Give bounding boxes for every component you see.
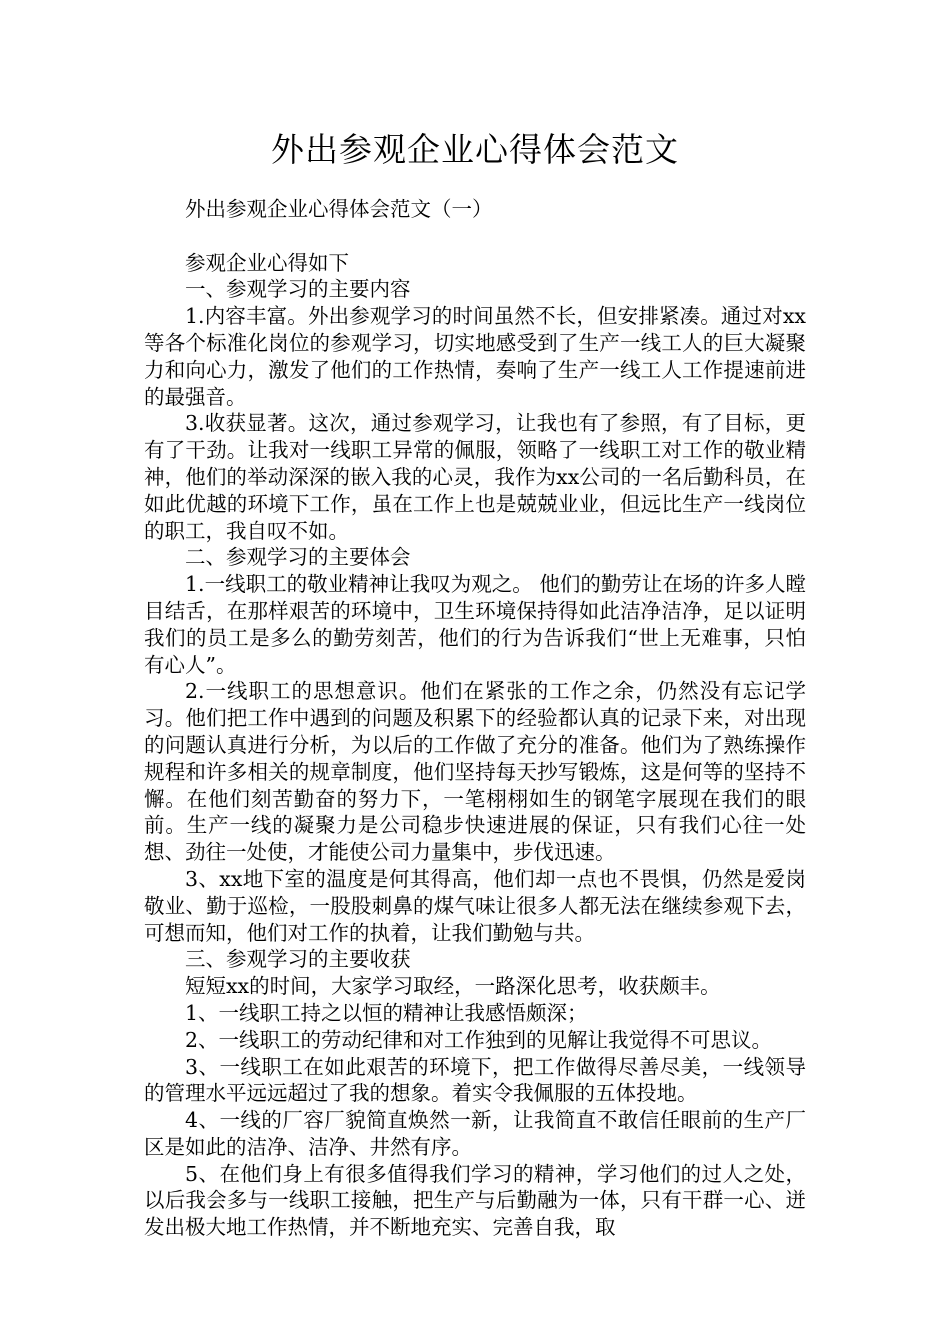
paragraph: 1.一线职工的敬业精神让我叹为观之。 他们的勤劳让在场的许多人瞠目结舌，在那样艰苦的环境中，卫生环境保持得如此洁净洁净，足以证明我们的员工是多么的勤劳刻苦，他们的行为告诉我们“世上无难事，只怕有心人”。 <box>144 572 806 677</box>
list-item: 2、一线职工的劳动纪律和对工作独到的见解让我觉得不可思议。 <box>185 1027 773 1052</box>
list-item: 1、一线职工持之以恒的精神让我感悟颇深； <box>185 1000 588 1025</box>
list-item: 5、在他们身上有很多值得我们学习的精神，学习他们的过人之处，以后我会多与一线职工接触，把生产与后勤融为一体，只有干群一心、迸发出极大地工作热情，并不断地充实、完善自我，取 <box>144 1161 806 1240</box>
section-heading: 三、参观学习的主要收获 <box>185 947 411 972</box>
document-subtitle: 外出参观企业心得体会范文（一） <box>185 197 493 221</box>
section-heading: 一、参观学习的主要内容 <box>185 277 411 302</box>
list-item: 3、一线职工在如此艰苦的环境下，把工作做得尽善尽美，一线领导的管理水平远远超过了我的想象。着实令我佩服的五体投地。 <box>144 1054 806 1106</box>
paragraph: 3、xx地下室的温度是何其得高，他们却一点也不畏惧，仍然是爱岗敬业、勤于巡检，一股股刺鼻的煤气味让很多人都无法在继续参观下去，可想而知，他们对工作的执着，让我们勤勉与共。 <box>144 866 806 945</box>
paragraph: 1.内容丰富。外出参观学习的时间虽然不长，但安排紧凑。通过对xx等各个标准化岗位的参观学习，切实地感受到了生产一线工人的巨大凝聚力和向心力，激发了他们的工作热情，奏响了生产一线工人工作提速前进的最强音。 <box>144 304 806 409</box>
document-body <box>144 196 806 1241</box>
document-title: 外出参观企业心得体会范文 <box>271 130 679 169</box>
list-item: 4、一线的厂容厂貌简直焕然一新，让我简直不敢信任眼前的生产厂区是如此的洁净、洁净、井然有序。 <box>144 1108 806 1159</box>
paragraph: 参观企业心得如下 <box>185 250 349 275</box>
section-heading: 二、参观学习的主要体会 <box>185 545 411 570</box>
paragraph: 2.一线职工的思想意识。他们在紧张的工作之余，仍然没有忘记学习。他们把工作中遇到的问题及积累下的经验都认真的记录下来，对出现的问题认真进行分析，为以后的工作做了充分的准备。他们为了熟练操作规程和许多相关的规章制度，他们坚持每天抄写锻炼，这是何等的坚持不懈。在他们刻苦勤奋的努力下，一笔栩栩如生的钢笔字展现在我们的眼前。生产一线的凝聚力是公司稳步快速进展的保证，只有我们心往一处想、劲往一处使，才能使公司力量集中，步伐迅速。 <box>144 679 806 865</box>
paragraph: 3.收获显著。这次，通过参观学习，让我也有了参照，有了目标，更有了干劲。让我对一线职工异常的佩服，领略了一线职工对工作的敬业精神，他们的举动深深的嵌入我的心灵，我作为xx公司的一名后勤科员，在如此优越的环境下工作，虽在工作上也是兢兢业业，但远比生产一线岗位的职工，我自叹不如。 <box>144 411 806 543</box>
paragraph: 短短xx的时间，大家学习取经，一路深化思考，收获颇丰。 <box>185 974 721 999</box>
